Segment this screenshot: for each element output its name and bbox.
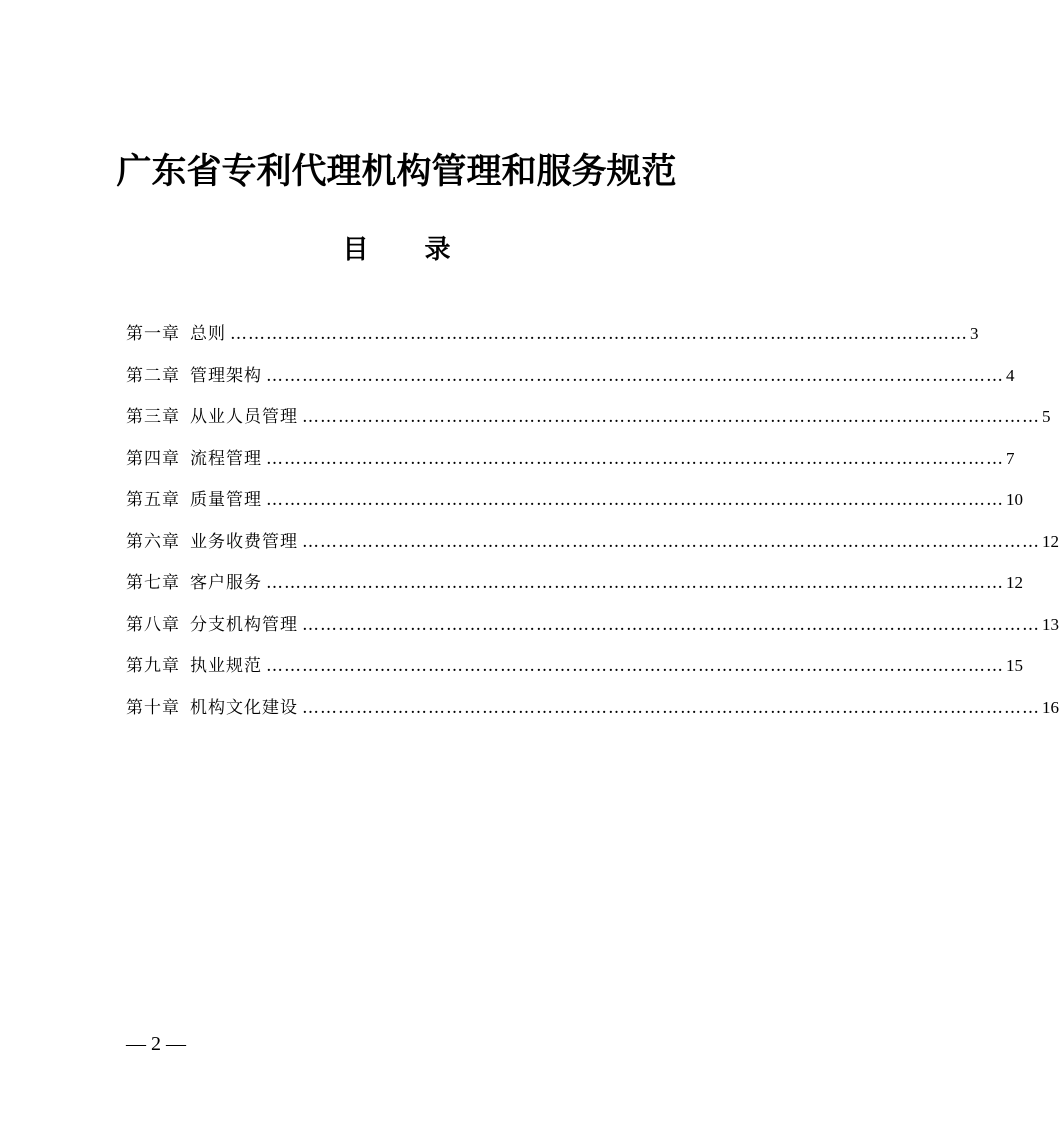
toc-entry-6[interactable] [126,530,1059,572]
toc-dot-leader: …………………………………………………………………………………………………………… [266,365,1004,386]
toc-chapter-name: 质量管理 [190,490,262,510]
toc-chapter-number: 第十章 [126,697,180,718]
toc-entry-5[interactable] [126,488,1023,530]
toc-chapter-number: 第一章 [126,324,180,344]
toc-page-number: 12 [1042,531,1059,551]
toc-dot-leader: …………………………………………………………………………………………………………… [230,324,968,344]
toc-chapter-name: 业务收费管理 [190,531,298,552]
toc-dot-leader: …………………………………………………………………………………………………………… [302,614,1040,635]
toc-dot-leader: …………………………………………………………………………………………………………… [266,490,1004,510]
toc-chapter-number: 第四章 [126,448,180,469]
toc-page-number: 3 [970,324,979,343]
toc-page-number: 12 [1006,573,1023,592]
toc-heading-right: 录 [424,235,451,265]
toc-chapter-name: 流程管理 [190,448,262,469]
toc-chapter-number: 第九章 [126,656,180,676]
toc-entry-2[interactable] [126,364,1015,406]
toc-chapter-number: 第六章 [126,531,180,552]
toc-entry-10[interactable] [126,696,1059,738]
toc-chapter-name: 从业人员管理 [190,407,298,427]
toc-dot-leader: …………………………………………………………………………………………………………… [266,448,1004,469]
toc-page-number: 13 [1042,614,1059,634]
toc-chapter-name: 执业规范 [190,656,262,676]
toc-dot-leader: …………………………………………………………………………………………………………… [302,407,1040,427]
toc-dot-leader: …………………………………………………………………………………………………………… [302,697,1040,718]
toc-entry-4[interactable] [126,447,1015,489]
toc-page-number: 16 [1042,697,1059,717]
toc-entry-8[interactable] [126,613,1059,655]
toc-page-number: 7 [1006,448,1015,468]
toc-page-number: 10 [1006,490,1023,509]
toc-chapter-number: 第七章 [126,573,180,593]
toc-dot-leader: …………………………………………………………………………………………………………… [266,573,1004,593]
toc-chapter-number: 第五章 [126,490,180,510]
toc-page-number: 15 [1006,656,1023,675]
table-of-contents [126,322,1059,737]
toc-chapter-name: 分支机构管理 [190,614,298,635]
page-number-footer: — 2 — [126,1033,186,1055]
toc-dot-leader: …………………………………………………………………………………………………………… [302,531,1040,552]
toc-chapter-number: 第三章 [126,407,180,427]
document-title: 广东省专利代理机构管理和服务规范 [116,151,677,192]
toc-entry-3[interactable] [126,405,1051,447]
toc-chapter-number: 第八章 [126,614,180,635]
toc-page-number: 5 [1042,407,1051,426]
toc-chapter-name: 机构文化建设 [190,697,298,718]
toc-entry-9[interactable] [126,654,1023,696]
toc-entry-1[interactable] [126,322,979,364]
toc-page-number: 4 [1006,365,1015,385]
toc-chapter-name: 总则 [190,324,226,344]
toc-heading [0,232,793,268]
toc-heading-left: 目 [342,235,369,265]
toc-dot-leader: …………………………………………………………………………………………………………… [266,656,1004,676]
toc-chapter-number: 第二章 [126,365,180,386]
toc-chapter-name: 管理架构 [190,365,262,386]
toc-entry-7[interactable] [126,571,1023,613]
toc-chapter-name: 客户服务 [190,573,262,593]
